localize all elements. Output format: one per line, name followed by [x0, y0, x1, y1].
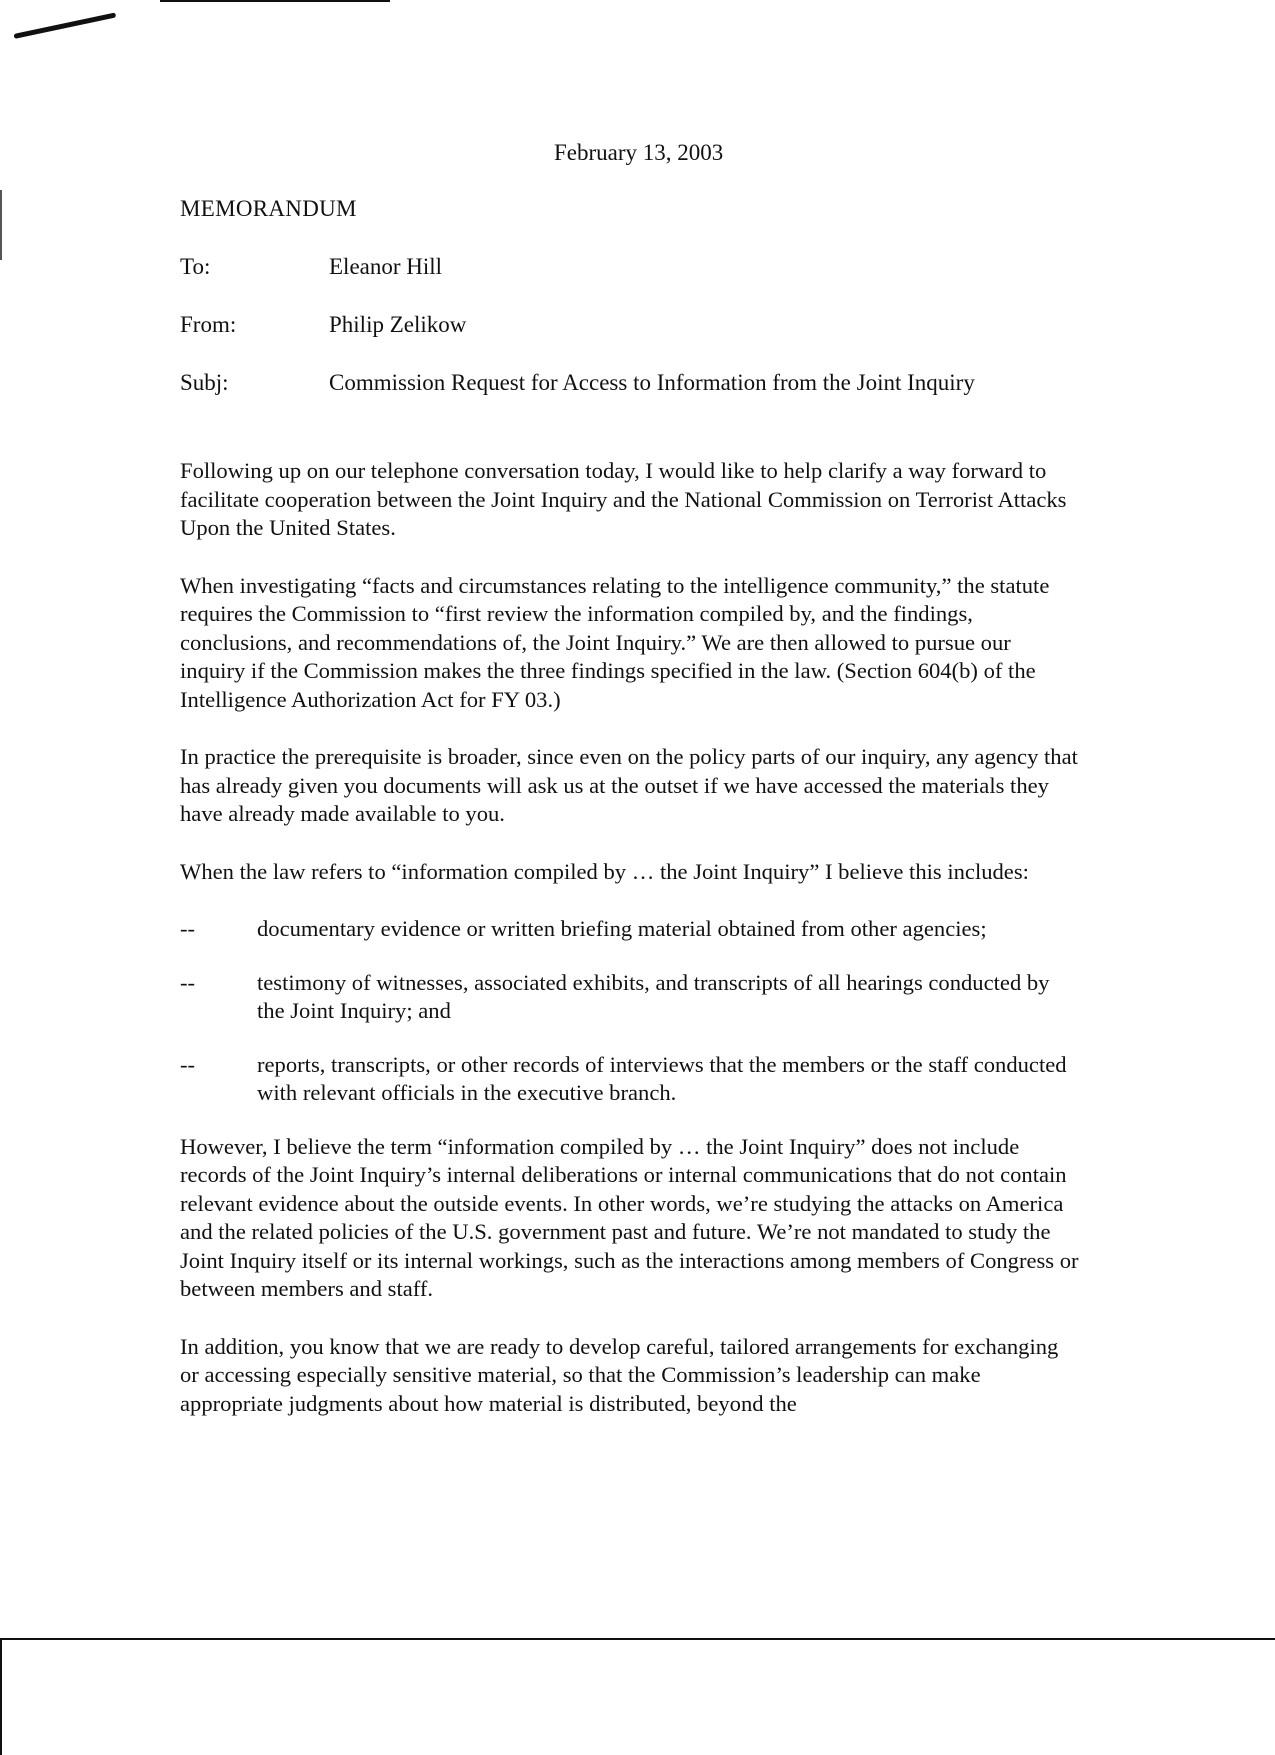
from-value: Philip Zelikow	[329, 312, 467, 337]
bullet-item	[180, 969, 1080, 1026]
memo-title: MEMORANDUM	[180, 196, 357, 221]
bottom-frame-border	[0, 1638, 1275, 1755]
subject-label: Subj:	[180, 370, 229, 395]
body-paragraph-5: However, I believe the term “information compiled by … the Joint Inquiry” does not include records of the Joint Inquiry’s internal deliberations or internal communications that do not contain relevant evidence about the outside events. In other words, we’re studying the attacks on America and the related policies of the U.S. government past and future. We’re not mandated to study the Joint Inquiry itself or its internal workings, such as the interactions among members of Congress or between members and staff.	[180, 1133, 1079, 1301]
bullet-dash: --	[180, 1051, 196, 1077]
body-paragraph-6: In addition, you know that we are ready to develop careful, tailored arrangements for exchanging or accessing especially sensitive material, so that the Commission’s leadership can make appropriate judgments about how material is distributed, beyond the	[180, 1333, 1059, 1416]
bullet-item	[180, 1051, 1080, 1108]
bullet-dash: --	[180, 916, 196, 941]
memo-date: February 13, 2003	[554, 140, 724, 165]
bullet-text: reports, transcripts, or other records of interviews that the members or the staff conducted with relevant officials in the executive branch.	[257, 1051, 1067, 1105]
bullet-text: documentary evidence or written briefing material obtained from other agencies;	[257, 916, 987, 941]
bullet-dash: --	[180, 969, 196, 995]
body-paragraph-3: In practice the prerequisite is broader, since even on the policy parts of our inquiry, any agency that has already given you documents will ask us at the outset if we have accessed the materials they have already made available to you.	[180, 744, 1078, 826]
bullet-list	[180, 915, 1080, 1108]
subject-value: Commission Request for Access to Information from the Joint Inquiry	[329, 370, 975, 395]
to-label: To:	[180, 254, 211, 279]
body-paragraph-2: When investigating “facts and circumstances relating to the intelligence community,” the statute requires the Commission to “first review the information compiled by, and the findings, conclusions, and recommendations of, the Joint Inquiry.” We are then allowed to pursue our inquiry if the Commission makes the three findings specified in the law. (Section 604(b) of the Intelligence Authorization Act for FY 03.)	[180, 572, 1050, 712]
bullet-text: testimony of witnesses, associated exhibits, and transcripts of all hearings conducted by the Joint Inquiry; and	[257, 969, 1050, 1023]
to-value: Eleanor Hill	[329, 254, 443, 279]
pen-mark	[13, 12, 116, 39]
memo-body	[180, 457, 1080, 1447]
body-paragraph-4: When the law refers to “information compiled by … the Joint Inquiry” I believe this includes:	[180, 858, 1029, 884]
scan-edge-line	[160, 0, 390, 2]
scan-edge-line-left	[0, 190, 2, 260]
bullet-item	[180, 915, 1080, 944]
from-label: From:	[180, 312, 237, 337]
body-paragraph-1: Following up on our telephone conversation today, I would like to help clarify a way forward to facilitate cooperation between the Joint Inquiry and the National Commission on Terrorist Attacks Upon the United States.	[180, 458, 1067, 540]
